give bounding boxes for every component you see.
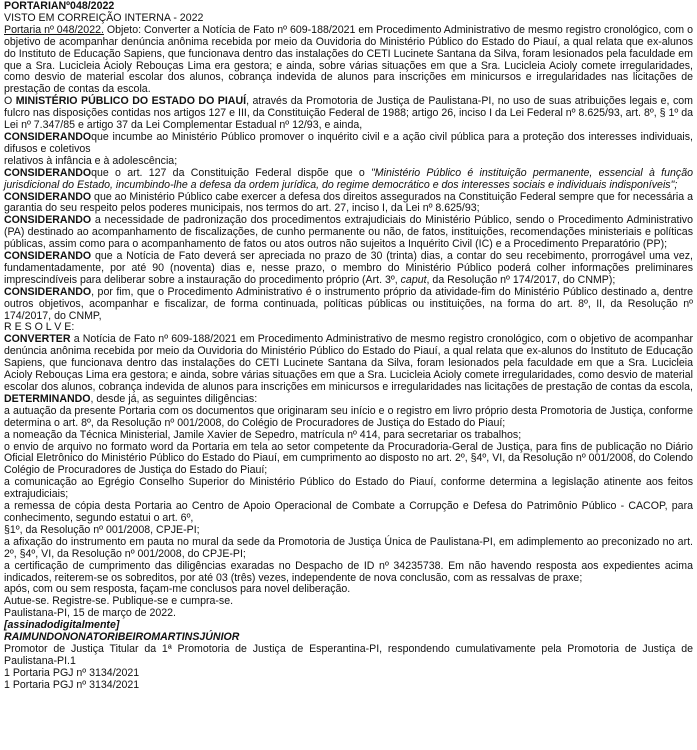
considerando-tail: , da Resolução nº 174/2017, do CNMP);: [426, 273, 616, 286]
footnote: 1 Portaria PGJ nº 3134/2021: [4, 666, 140, 679]
considerando-1: [4, 132, 693, 156]
determinando-label: DETERMINANDO: [4, 392, 91, 405]
considerando-label: CONSIDERANDO: [4, 190, 92, 203]
diligencia-item: a remessa de cópia desta Portaria ao Centro de Apoio Operacional de Combate a Corrupção e Defesa do Patrimônio Público - CACOP, para conhecimento, segundo estatui o art. 6º,: [4, 500, 693, 524]
considerando-text: que a Notícia de Fato deverá ser apreciada no prazo de 30 (trinta) dias, a contar do seu recebimento, prorrogável uma vez, fundamentadamente, por até 90 (noventa) dias e, nesse prazo, o membro do Ministério Público poderá colher informações preliminares imprescindíveis para deliberar sobre a instauração do procedimento próprio (Art. 3º,: [4, 250, 693, 286]
considerando-label: CONSIDERANDO: [4, 166, 92, 179]
considerando-3: [4, 192, 693, 216]
constitution-quote: "Ministério Público é instituição permanente, essencial à função jurisdicional do Estado, incumbindo-lhe a defesa da ordem jurídica, do regime democrático e dos interesses sociais e individuais indisponíveis";: [4, 166, 693, 191]
footnote: 1 Portaria PGJ nº 3134/2021: [4, 678, 140, 691]
diligencia-item: a certificação de cumprimento das diligências exaradas no Despacho de ID nº 34235738. Em não havendo resposta aos expedientes acima indicados, reiterem-se os sobreditos, por até 03 (três) vezes, independente de nova conclusão, com as ressalvas de praxe;: [4, 559, 693, 584]
considerando-text: que o art. 127 da Constituição Federal dispõe que o: [91, 166, 372, 179]
considerando-label: CONSIDERANDO: [4, 214, 92, 227]
place-date: Paulistana-PI, 15 de março de 2022.: [4, 607, 176, 620]
closing-line: Autue-se. Registre-se. Publique-se e cumpra-se.: [4, 595, 234, 608]
considerando-label: CONSIDERANDO: [4, 250, 92, 263]
intro-text: , através da Promotoria de Justiça de Paulistana-PI, no uso de suas atribuições legais e, com fulcro nas disposições contidas nos artigos 127 e III, da Constituição Federal de 1988; artigo 26, inciso I da Lei Federal nº 8.625/93, art. 8º, § 1º da Lei nº 7.347/85 e artigo 37 da Lei Complementar Estadual nº 12/93, e ainda,: [4, 95, 693, 132]
document-title: PORTARIANº048/2022: [4, 0, 115, 12]
objeto-paragraph: [4, 25, 693, 96]
objeto-text: Objeto: Converter a Notícia de Fato nº 609-188/2021 em Procedimento Administrativo de mesmo registro cronológico, com o objetivo de acompanhar denúncia anônima recebida por meio da Ouvidoria do Ministério Público do Estado do Piauí, a qual relata que ex-alunos do Instituto de Educação Sapiens, que funcionava dentro das instalações do CETI Lucinete Santana da Silva, foram lesionados pela faculdade em que a Sra. Lucicleia Acioly Rebouças Lima era gestora; e ainda, sobre várias situações em que a Sra. Lucicleia Acioly comete irregularidades, como desvio de material escolar dos alunos, cobrança indevida de alunos para inscrições em minicursos e irregularidades nas licitações de prestação de contas da escola.: [4, 23, 693, 96]
resolve-heading: R E S O L V E:: [4, 321, 75, 334]
considerando-4: [4, 215, 693, 251]
considerando-text: que ao Ministério Público cabe exercer a defesa dos direitos assegurados na Constituição Federal sempre que for necessária a garantia do seu respeito pelos poderes municipais, nos termos do art. 27, inciso I, da Lei nº 8.625/93;: [4, 190, 693, 215]
considerando-label: CONSIDERANDO: [4, 285, 92, 298]
digital-signature-note: [assinadodigitalmente]: [4, 619, 120, 632]
diligencia-item: a nomeação da Técnica Ministerial, Jamile Xavier de Sepedro, matrícula nº 414, para secretariar os trabalhos;: [4, 428, 522, 441]
document-subtitle: VISTO EM CORREIÇÃO INTERNA - 2022: [4, 11, 204, 24]
converter-tail: , desde já, as seguintes diligências:: [90, 392, 258, 405]
caput-term: caput: [400, 273, 427, 286]
considerando-6: [4, 287, 693, 323]
diligencia-item: o envio de arquivo no formato word da Portaria em tela ao setor competente da Procuradoria-Geral de Justiça, para fins de publicação no Diário Oficial Eletrônico do Ministério Público do Estado do Piauí, em cumprimento ao disposto no art. 2º, §4º, VI, da Resolução nº 001/2008, do Colendo Colégio de Procuradores de Justiça do Estado do Piauí;: [4, 440, 693, 477]
portaria-reference: Portaria nº 048/2022.: [4, 23, 104, 36]
diligencia-item: §1º, da Resolução nº 001/2008, CPJE-PI;: [4, 523, 200, 536]
signer-name: RAIMUNDONONATORIBEIROMARTINSJÚNIOR: [4, 631, 240, 644]
converter-paragraph: [4, 334, 693, 405]
intro-prefix: O: [4, 95, 16, 108]
organization-name: MINISTÉRIO PÚBLICO DO ESTADO DO PIAUÍ: [15, 95, 247, 108]
diligencia-item: a afixação do instrumento em pauta no mural da sede da Promotoria de Justiça Única de Paulistana-PI, em adimplemento ao preconizado no art. 2º, §4º, VI, da Resolução nº 001/2008, do CPJE-PI;: [4, 535, 693, 560]
considerando-text: relativos à infância e à adolescência;: [4, 154, 178, 167]
intro-paragraph: [4, 96, 693, 132]
diligencia-item: a autuação da presente Portaria com os documentos que originaram seu início e o registro em livro próprio desta Promotoria de Justiça, conforme determina o art. 8º, da Resolução nº 001/2008, do Colégio de Procuradores de Justiça do Estado do Piauí;: [4, 404, 693, 429]
considerando-5: [4, 251, 693, 287]
considerando-text: que incumbe ao Ministério Público promover o inquérito civil e a ação civil pública para a proteção dos interesses individuais, difusos e coletivos: [4, 130, 693, 155]
converter-text: a Notícia de Fato nº 609-188/2021 em Procedimento Administrativo de mesmo registro cronológico, com o objetivo de acompanhar denúncia anônima recebida por meio da Ouvidoria do Ministério Público do Estado do Piauí, a qual relata que ex-alunos do Instituto de Educação Sapiens, que funcionava dentro das instalações do CETI Lucinete Santana da Silva, foram lesionados pela faculdade em que a Sra. Lucicleia Acioly Rebouças Lima era gestora; e ainda, sobre várias situações em que a Sra. Lucicleia Acioly comete irregularidades, como desvio de material escolar dos alunos, cobrança indevida de alunos para inscrições em minicursos e irregularidades nas licitações de prestação de contas da escola,: [4, 333, 693, 393]
considerando-text: a necessidade de padronização dos procedimentos extrajudiciais do Ministério Público, sendo o Procedimento Administrativo (PA) destinado ao acompanhamento de fiscalizações, de cunho permanente ou não, de fatos, instituições, recomendações ministeriais e políticas públicas, assim como para o acompanhamento de fatos ou atos outros não sujeitos a Inquérito Civil (IC) e a Procedimento Preparatório (PP);: [4, 214, 693, 251]
considerando-label: CONSIDERANDO: [4, 130, 92, 143]
diligencia-item: a comunicação ao Egrégio Conselho Superior do Ministério Público do Estado do Piauí, conforme determina a legislação atinente aos feitos extrajudiciais;: [4, 476, 693, 501]
signer-role: Promotor de Justiça Titular da 1ª Promotoria de Justiça de Esperantina-PI, respondendo cumulativamente pela Promotoria de Justiça de Paulistana-PI.1: [4, 642, 693, 667]
considerando-text: , por fim, que o Procedimento Administrativo é o instrumento próprio da atividade-fim do Ministério Público destinado a, dentre outros objetivos, acompanhar e fiscalizar, de forma continuada, políticas públicas ou instituições, na forma do art. 8º, II, da Resolução nº 174/2017, do CNMP,: [4, 285, 693, 322]
considerando-2: [4, 168, 693, 192]
converter-label: CONVERTER: [4, 333, 71, 346]
diligencia-item: após, com ou sem resposta, façam-me conclusos para novel deliberação.: [4, 583, 351, 596]
